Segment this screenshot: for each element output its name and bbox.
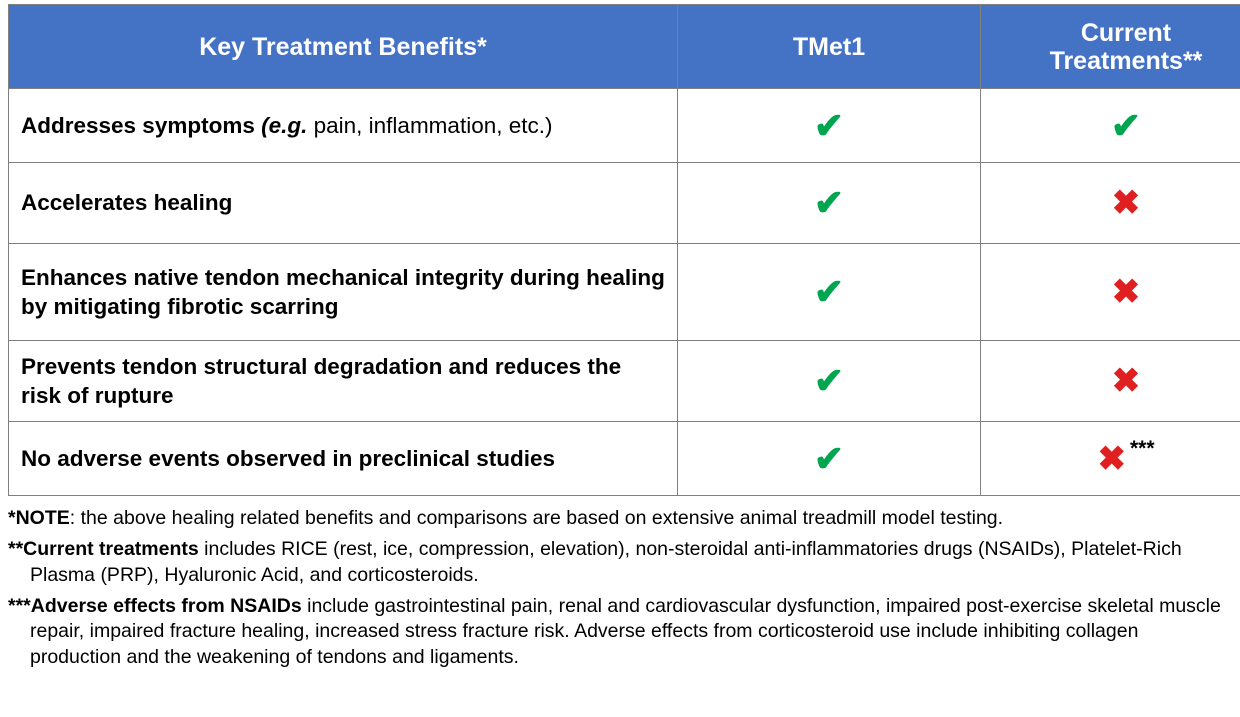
tmet1-cell xyxy=(678,89,981,163)
cross-icon: ✖ xyxy=(1112,364,1141,398)
footnote-body: include gastrointestinal pain, renal and cardiovascular dysfunction, impaired post-exercise skeletal muscle repair, impaired fracture healing, increased stress fracture risk. Adverse effects from corticosteroid use include inhibiting collagen production and the weakening of tendons and ligaments. xyxy=(30,595,1221,668)
table-row xyxy=(9,163,1240,244)
column-header-current-treatments xyxy=(981,5,1240,89)
benefit-cell xyxy=(9,89,678,163)
benefit-text-bold: Accelerates healing xyxy=(21,190,232,215)
current-treatments-cell xyxy=(981,422,1240,496)
benefit-text-bold: Prevents tendon structural degradation and reduces the risk of rupture xyxy=(21,354,621,408)
benefit-cell xyxy=(9,244,678,341)
current-treatments-cell xyxy=(981,163,1240,244)
tmet1-cell xyxy=(678,163,981,244)
tmet1-cell xyxy=(678,341,981,422)
column-header-current-line2: Treatments** xyxy=(1050,47,1203,75)
footnote-body: : the above healing related benefits and comparisons are based on extensive animal treadmill model testing. xyxy=(70,507,1003,529)
column-header-key-treatment-benefits: Key Treatment Benefits* xyxy=(9,5,678,89)
check-icon: ✔ xyxy=(814,363,844,399)
column-header-tmet1: TMet1 xyxy=(678,5,981,89)
treatment-comparison-table xyxy=(8,4,1240,496)
table-row xyxy=(9,422,1240,496)
tmet1-cell xyxy=(678,422,981,496)
benefit-text-italic: (e.g. xyxy=(261,113,307,138)
table-row xyxy=(9,341,1240,422)
footnote-lead: **Current treatments xyxy=(8,538,199,560)
benefit-text-bold: Enhances native tendon mechanical integrity during healing by mitigating fibrotic scarring xyxy=(21,265,665,319)
check-icon: ✔ xyxy=(814,274,844,310)
benefit-text-bold: No adverse events observed in preclinical studies xyxy=(21,446,555,471)
footnotes xyxy=(8,506,1230,670)
benefit-cell xyxy=(9,422,678,496)
tmet1-cell xyxy=(678,244,981,341)
benefit-cell xyxy=(9,163,678,244)
check-icon: ✔ xyxy=(814,441,844,477)
check-icon: ✔ xyxy=(814,185,844,221)
table-body xyxy=(9,89,1240,496)
table-row xyxy=(9,244,1240,341)
benefit-text-bold: Addresses symptoms xyxy=(21,113,261,138)
footnote-note xyxy=(8,506,1230,531)
cross-icon: ✖ xyxy=(1097,442,1126,476)
comparison-table-page xyxy=(0,4,1240,717)
table-row xyxy=(9,89,1240,163)
cross-icon: ✖ xyxy=(1112,275,1141,309)
current-treatments-cell xyxy=(981,341,1240,422)
benefit-cell xyxy=(9,341,678,422)
footnote-lead: *NOTE xyxy=(8,507,70,529)
current-treatments-cell xyxy=(981,89,1240,163)
footnote-marker: *** xyxy=(1130,437,1155,460)
current-treatments-cell xyxy=(981,244,1240,341)
table-header-row xyxy=(9,5,1240,89)
table-header xyxy=(9,5,1240,89)
column-header-current-line1: Current xyxy=(1081,19,1171,47)
footnote-adverse-effects xyxy=(8,594,1230,670)
benefit-text-regular: pain, inflammation, etc.) xyxy=(307,113,552,138)
footnote-lead: ***Adverse effects from NSAIDs xyxy=(8,595,302,617)
footnote-body: includes RICE (rest, ice, compression, elevation), non-steroidal anti-inflammatories drugs (NSAIDs), Platelet-Rich Plasma (PRP), Hyaluronic Acid, and corticosteroids. xyxy=(30,538,1182,585)
check-icon: ✔ xyxy=(814,108,844,144)
footnote-current-treatments xyxy=(8,537,1230,588)
cross-icon: ✖ xyxy=(1112,186,1141,220)
check-icon: ✔ xyxy=(1111,108,1141,144)
